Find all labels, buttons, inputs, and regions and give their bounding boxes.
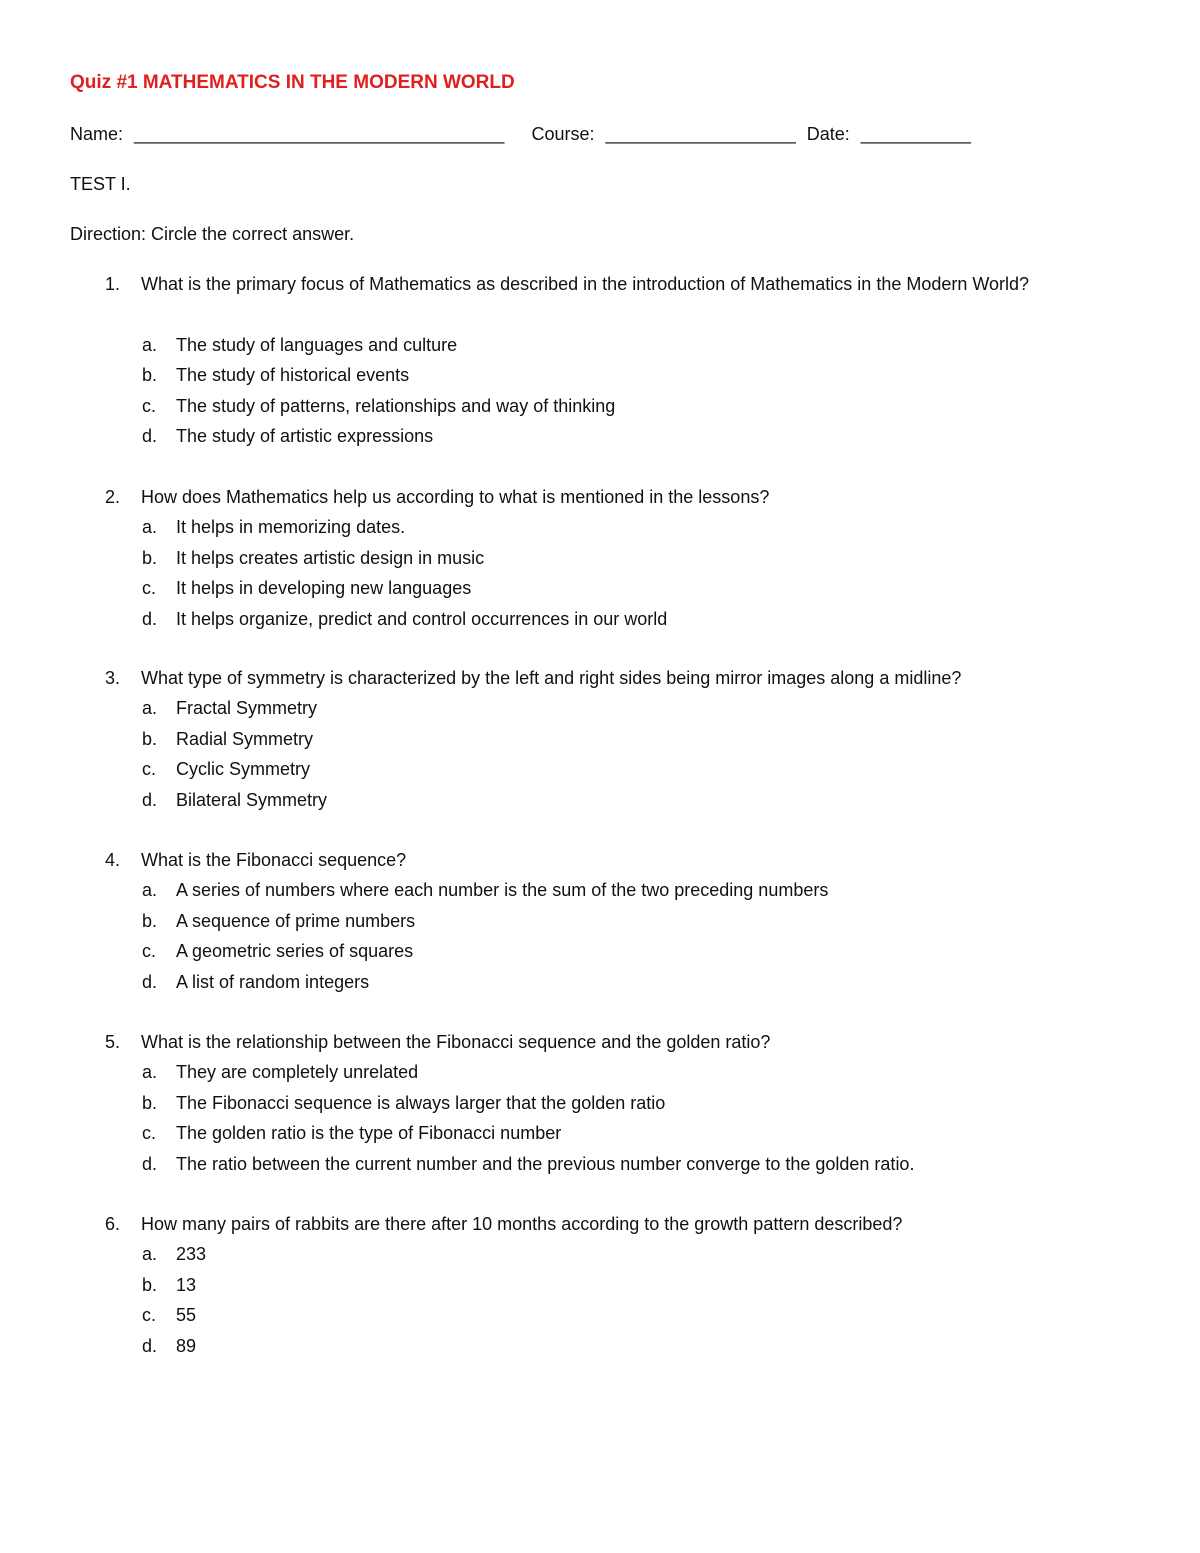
option-text: It helps organize, predict and control occurrences in our world — [176, 608, 668, 629]
option-letter: c. — [142, 1123, 157, 1144]
option-letter: a. — [142, 1244, 158, 1265]
option-text: It helps in memorizing dates. — [176, 517, 406, 538]
option-text: Fractal Symmetry — [176, 698, 318, 719]
question-text: What type of symmetry is characterized by the left and right sides being mirror images along a midline? — [141, 668, 962, 688]
option-text: The golden ratio is the type of Fibonacci number — [176, 1123, 562, 1144]
question-6 — [0, 1209, 1200, 1361]
option-text: They are completely unrelated — [176, 1062, 419, 1083]
question-text: What is the Fibonacci sequence? — [141, 850, 407, 870]
option-2a — [0, 512, 1200, 542]
option-text: The Fibonacci sequence is always larger that the golden ratio — [176, 1092, 666, 1113]
direction-text: Direction: Circle the correct answer. — [70, 224, 355, 244]
option-letter: c. — [142, 941, 157, 962]
option-letter: b. — [142, 1092, 158, 1113]
option-letter: c. — [142, 759, 157, 780]
option-text: A geometric series of squares — [176, 941, 414, 962]
question-number: 1. — [105, 274, 121, 294]
name-blank: _____________________________________ — [134, 124, 505, 144]
option-4c — [0, 936, 1200, 966]
option-letter: a. — [142, 698, 158, 719]
option-2d — [0, 604, 1200, 634]
question-3 — [0, 663, 1200, 815]
option-text: The study of patterns, relationships and way of thinking — [176, 395, 616, 416]
option-letter: b. — [142, 547, 158, 568]
option-letter: d. — [142, 1335, 158, 1356]
option-letter: d. — [142, 971, 158, 992]
option-letter: d. — [142, 789, 158, 810]
option-1d — [0, 421, 1200, 451]
course-blank: ___________________ — [605, 124, 796, 144]
option-text: It helps creates artistic design in music — [176, 547, 485, 568]
option-letter: c. — [142, 395, 157, 416]
test-label: TEST I. — [70, 174, 131, 194]
question-5 — [0, 1027, 1200, 1179]
option-4a — [0, 875, 1200, 905]
option-text: A sequence of prime numbers — [176, 910, 416, 931]
option-5d — [0, 1149, 1200, 1179]
option-letter: b. — [142, 728, 158, 749]
question-number: 6. — [105, 1214, 121, 1234]
question-number: 2. — [105, 487, 121, 507]
option-letter: b. — [142, 910, 158, 931]
option-letter: a. — [142, 334, 158, 355]
option-letter: c. — [142, 1305, 157, 1326]
option-text: Radial Symmetry — [176, 728, 314, 749]
option-letter: a. — [142, 517, 158, 538]
option-4d — [0, 967, 1200, 997]
option-1c — [0, 391, 1200, 421]
option-text: 89 — [176, 1335, 197, 1356]
option-2b — [0, 543, 1200, 573]
option-letter: d. — [142, 608, 158, 629]
option-6b — [0, 1270, 1200, 1300]
question-2 — [0, 482, 1200, 634]
student-info-line — [70, 124, 971, 145]
question-number: 3. — [105, 668, 121, 688]
option-letter: a. — [142, 1062, 158, 1083]
option-6a — [0, 1239, 1200, 1269]
option-2c — [0, 573, 1200, 603]
option-5c — [0, 1118, 1200, 1148]
option-text: A series of numbers where each number is the sum of the two preceding numbers — [176, 880, 829, 901]
option-3b — [0, 724, 1200, 754]
course-label: Course: — [531, 124, 595, 144]
option-text: It helps in developing new languages — [176, 578, 472, 599]
quiz-title: Quiz #1 MATHEMATICS IN THE MODERN WORLD — [70, 72, 515, 93]
option-text: Cyclic Symmetry — [176, 759, 310, 780]
date-blank: ___________ — [860, 124, 971, 144]
option-letter: b. — [142, 1274, 158, 1295]
question-text: What is the relationship between the Fibonacci sequence and the golden ratio? — [141, 1032, 771, 1052]
question-number: 5. — [105, 1032, 121, 1052]
option-6c — [0, 1300, 1200, 1330]
option-text: The study of languages and culture — [176, 334, 458, 355]
option-text: Bilateral Symmetry — [176, 789, 328, 810]
option-4b — [0, 906, 1200, 936]
question-number: 4. — [105, 850, 121, 870]
option-text: 233 — [176, 1244, 207, 1265]
option-letter: a. — [142, 880, 158, 901]
question-1 — [0, 269, 1200, 451]
question-4 — [0, 845, 1200, 997]
option-6d — [0, 1331, 1200, 1361]
option-5b — [0, 1088, 1200, 1118]
option-1b — [0, 360, 1200, 390]
option-text: The study of historical events — [176, 365, 410, 386]
option-letter: b. — [142, 365, 158, 386]
question-text: How many pairs of rabbits are there after 10 months according to the growth pattern described? — [141, 1214, 903, 1234]
question-text: How does Mathematics help us according to what is mentioned in the lessons? — [141, 487, 770, 507]
option-text: The ratio between the current number and the previous number converge to the golden ratio. — [176, 1153, 915, 1174]
option-3a — [0, 693, 1200, 723]
option-5a — [0, 1057, 1200, 1087]
name-label: Name: — [70, 124, 124, 144]
option-3c — [0, 754, 1200, 784]
option-text: The study of artistic expressions — [176, 425, 434, 446]
option-letter: d. — [142, 425, 158, 446]
option-text: 55 — [176, 1305, 197, 1326]
date-label: Date: — [806, 124, 850, 144]
option-3d — [0, 785, 1200, 815]
option-letter: d. — [142, 1153, 158, 1174]
option-1a — [0, 330, 1200, 360]
option-text: A list of random integers — [176, 971, 370, 992]
question-text: What is the primary focus of Mathematics as described in the introduction of Mathematics in the Modern World? — [141, 274, 1030, 294]
option-text: 13 — [176, 1274, 197, 1295]
option-letter: c. — [142, 578, 157, 599]
